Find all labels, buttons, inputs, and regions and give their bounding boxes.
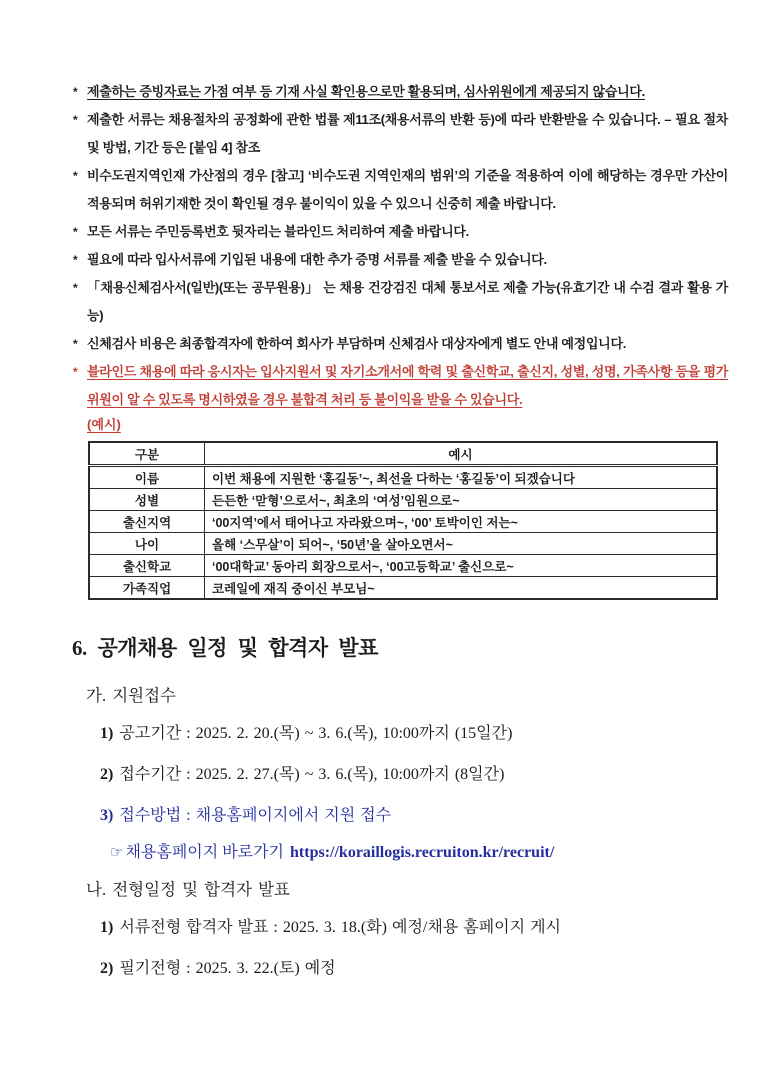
cell-example: 든든한 ‘맏형’으로서~, 최초의 ‘여성’임원으로~ <box>205 489 718 511</box>
recruit-link-label: 채용홈페이지 바로가기 <box>125 844 285 861</box>
note-text: 신체검사 비용은 최종합격자에 한하여 회사가 부담하며 신체검사 대상자에게 별도 안내 예정입니다. <box>87 336 627 351</box>
col-header-category: 구분 <box>89 442 205 466</box>
asterisk-bullet: * <box>73 253 78 267</box>
item-text: 접수방법 : 채용홈페이지에서 지원 접수 <box>119 807 392 824</box>
cell-category: 이름 <box>89 466 205 489</box>
item-text: 필기전형 : 2025. 3. 22.(토) 예정 <box>119 960 336 977</box>
schedule-item-doc-result <box>100 914 728 937</box>
item-text: 공고기간 : 2025. 2. 20.(목) ~ 3. 6.(목), 10:00까지 (15일간) <box>119 725 513 742</box>
note-text: 비수도권지역인재 가산점의 경우 [참고] ‘비수도권 지역인재의 범위’의 기준을 적용하여 이에 해당하는 경우만 가산이 적용되며 허위기재한 것이 확인될 경우 불이익이 있을 수 있으니 신중히 제출 바랍니다. <box>87 168 728 211</box>
schedule-section-b-title: 나. 전형일정 및 합격자 발표 <box>86 880 290 899</box>
schedule-section-a-title: 가. 지원접수 <box>86 686 176 705</box>
schedule-item-written-test <box>100 955 728 978</box>
cell-category: 나이 <box>89 533 205 555</box>
pointer-hand-icon: ☞ <box>110 845 124 861</box>
item-number: 1) <box>100 919 114 936</box>
note-text: 「채용신체검사서(일반)(또는 공무원용)」 는 채용 건강검진 대체 통보서로 제출 가능(유효기간 내 수검 결과 활용 가능) <box>87 280 728 323</box>
note-item <box>72 330 728 358</box>
recruit-link-url[interactable]: https://koraillogis.recruiton.kr/recruit/ <box>290 844 555 861</box>
example-table <box>88 441 718 600</box>
table-row <box>89 577 717 600</box>
schedule-item-notice-period <box>100 720 728 743</box>
schedule-heading: 6. 공개채용 일정 및 합격자 발표 <box>72 636 378 660</box>
item-number: 3) <box>100 807 114 824</box>
asterisk-bullet: * <box>73 169 78 183</box>
cell-example: ‘00대학교’ 동아리 회장으로서~, ‘00고등학교’ 출신으로~ <box>205 555 718 577</box>
item-number: 2) <box>100 766 114 783</box>
table-row <box>89 555 717 577</box>
col-header-example: 예시 <box>205 442 718 466</box>
cell-example: ‘00지역’에서 태어나고 자라왔으며~, ‘00’ 토박이인 저는~ <box>205 511 718 533</box>
schedule-item-apply-period <box>100 761 728 784</box>
schedule-item-apply-method <box>100 802 728 825</box>
example-label: (예시) <box>87 417 121 432</box>
note-item <box>72 78 728 106</box>
item-number: 2) <box>100 960 114 977</box>
note-text: 제출한 서류는 채용절차의 공정화에 관한 법률 제11조(채용서류의 반환 등)에 따라 반환받을 수 있습니다. – 필요 절차 및 방법, 기간 등은 [붙임 4] 참조 <box>87 112 728 155</box>
item-number: 1) <box>100 725 114 742</box>
table-row <box>89 511 717 533</box>
note-item <box>72 218 728 246</box>
note-item <box>72 162 728 218</box>
note-item <box>72 246 728 274</box>
table-header-row <box>89 442 717 466</box>
cell-example: 올해 ‘스무살’이 되어~, ‘50년’을 살아오면서~ <box>205 533 718 555</box>
table-row <box>89 466 717 489</box>
note-item <box>72 106 728 162</box>
cell-example: 이번 채용에 지원한 ‘홍길동’~, 최선을 다하는 ‘홍길동’이 되겠습니다 <box>205 466 718 489</box>
note-text: 블라인드 채용에 따라 응시자는 입사지원서 및 자기소개서에 학력 및 출신학교, 출신지, 성별, 성명, 가족사항 등을 평가 위원이 알 수 있도록 명시하였을 경우 불합격 처리 등 불이익을 받을 수 있습니다. <box>87 364 728 407</box>
table-row <box>89 489 717 511</box>
cell-example: 코레일에 재직 중이신 부모님~ <box>205 577 718 600</box>
note-item <box>72 274 728 330</box>
cell-category: 가족직업 <box>89 577 205 600</box>
cell-category: 출신지역 <box>89 511 205 533</box>
cell-category: 성별 <box>89 489 205 511</box>
cell-category: 출신학교 <box>89 555 205 577</box>
asterisk-bullet: * <box>73 281 78 295</box>
schedule-section <box>72 632 728 978</box>
asterisk-bullet: * <box>73 225 78 239</box>
item-text: 서류전형 합격자 발표 : 2025. 3. 18.(화) 예정/채용 홈페이지 게시 <box>119 919 561 936</box>
note-text: 제출하는 증빙자료는 가점 여부 등 기재 사실 확인용으로만 활용되며, 심사위원에게 제공되지 않습니다. <box>87 84 645 99</box>
note-text: 필요에 따라 입사서류에 기입된 내용에 대한 추가 증명 서류를 제출 받을 수 있습니다. <box>87 252 547 267</box>
recruit-homepage-link-line <box>110 839 728 862</box>
item-text: 접수기간 : 2025. 2. 27.(목) ~ 3. 6.(목), 10:00까지 (8일간) <box>119 766 505 783</box>
note-item-blind-warning <box>72 358 728 414</box>
note-text: 모든 서류는 주민등록번호 뒷자리는 블라인드 처리하여 제출 바랍니다. <box>87 224 469 239</box>
asterisk-bullet: * <box>73 85 78 99</box>
asterisk-bullet: * <box>73 337 78 351</box>
asterisk-bullet: * <box>73 365 78 379</box>
notes-section <box>72 78 728 414</box>
asterisk-bullet: * <box>73 113 78 127</box>
table-row <box>89 533 717 555</box>
